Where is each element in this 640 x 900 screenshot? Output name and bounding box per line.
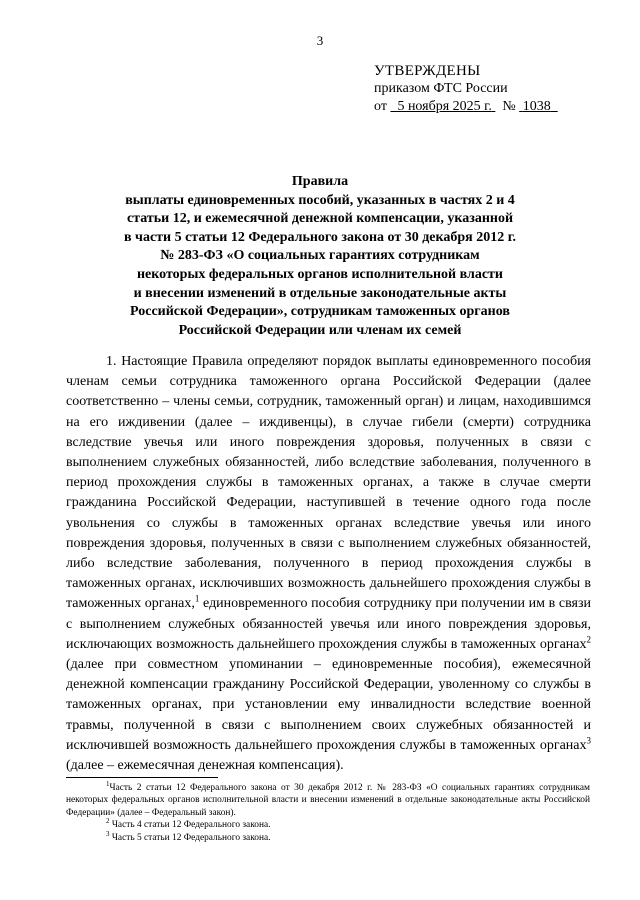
footnote-text: Часть 5 статьи 12 Федерального закона. — [109, 832, 271, 843]
title-line: Российской Федерации или членам их семей — [178, 322, 462, 338]
title-line: статьи 12, и ежемесячной денежной компенсации, указанной — [126, 211, 514, 227]
footnote-mark: 2 — [106, 817, 110, 826]
footnote-text: Часть 2 статьи 12 Федерального закона от 30 декабря 2012 г. № 283-ФЗ «О социальных гарантиях сотрудникам некоторых федеральных органов исполнительной власти и внесении изменений в отдельные законодательные акты Российской Федерации» (далее – Федеральный закон). — [66, 783, 590, 818]
footnote-ref-2[interactable]: 2 — [586, 634, 591, 645]
paragraph-1-part-1: 1. Настоящие Правила определяют порядок выплаты единовременного пособия членам семьи сотрудника таможенного органа Российской Федерации (далее соответственно – члены семьи, сотрудник, таможенный орган) и лицам, находившимся на его иждивении (далее – иждивенцы), в случае гибели (смерти) сотрудника вследствие увечья или иного повреждения здоровья, полученных в связи с выполнением служебных обязанностей, либо вследствие заболевания, полученного в период прохождения службы в таможенных органах, а также в случае смерти гражданина Российской Федерации, наступившей в течение одного года после увольнения со службы в таможенных органах вследствие увечья или иного повреждения здоровья, полученных в связи с выполнением служебных обязанностей, либо вследствие заболевания, полученного в период прохождения службы в таможенных органах, исключивших возможность дальнейшего прохождения службы в таможенных органах, — [66, 354, 591, 612]
paragraph-1-part-3: (далее при совместном упоминании – единовременные пособия), ежемесячной денежной компенсации гражданину Российской Федерации, уволенному со службы в таможенных органах, при установлении ему инвалидности вследствие военной травмы, полученной в связи с выполнением своих служебных обязанностей и исключившей возможность дальнейшего прохождения службы в таможенных органах — [66, 657, 591, 753]
footnote-mark: 1 — [106, 779, 110, 788]
footnote-mark: 3 — [106, 829, 110, 838]
paragraph-1-part-4: (далее – ежемесячная денежная компенсация). — [66, 758, 344, 774]
page-number: 3 — [316, 33, 324, 48]
footnote-1 — [66, 779, 590, 819]
footnote-2 — [66, 819, 590, 831]
footnote-text: Часть 4 статьи 12 Федерального закона. — [109, 820, 271, 831]
approval-date-line — [374, 98, 558, 116]
approval-order: приказом ФТС России — [374, 81, 508, 96]
approval-heading: УТВЕРЖДЕНЫ — [374, 63, 481, 79]
footnote-separator — [66, 777, 218, 778]
body-text — [66, 352, 591, 776]
title-line: № 283-ФЗ «О социальных гарантиях сотрудникам — [160, 248, 480, 264]
approval-number: 1038 — [522, 99, 551, 114]
approval-date: 5 ноября 2025 г. — [397, 99, 492, 114]
title-line: Правила — [291, 174, 349, 189]
approval-date-prefix: от — [374, 99, 387, 114]
title-line: выплаты единовременных пособий, указанных в частях 2 и 4 — [125, 192, 515, 208]
footnote-ref-3[interactable]: 3 — [586, 735, 591, 746]
title-line: Российской Федерации», сотрудникам таможенных органов — [130, 304, 510, 320]
paragraph-1-part-2: единовременного пособия сотруднику при получении им в связи с выполнением служебных обязанностей увечья или иного повреждения здоровья, исключающих возможность дальнейшего прохождения службы в таможенных органах — [66, 596, 591, 652]
document-title — [100, 173, 540, 340]
footnote-ref-1[interactable]: 1 — [194, 593, 200, 604]
approval-block — [374, 62, 558, 116]
title-line: в части 5 статьи 12 Федерального закона от 30 декабря 2012 г. — [123, 229, 516, 245]
footnote-3 — [66, 829, 590, 844]
title-line: некоторых федеральных органов исполнительной власти — [136, 266, 503, 282]
paragraph-1 — [66, 352, 591, 776]
title-line: и внесении изменений в отдельные законодательные акты — [133, 285, 507, 301]
approval-number-prefix: № — [502, 99, 516, 114]
footnotes — [66, 779, 590, 844]
